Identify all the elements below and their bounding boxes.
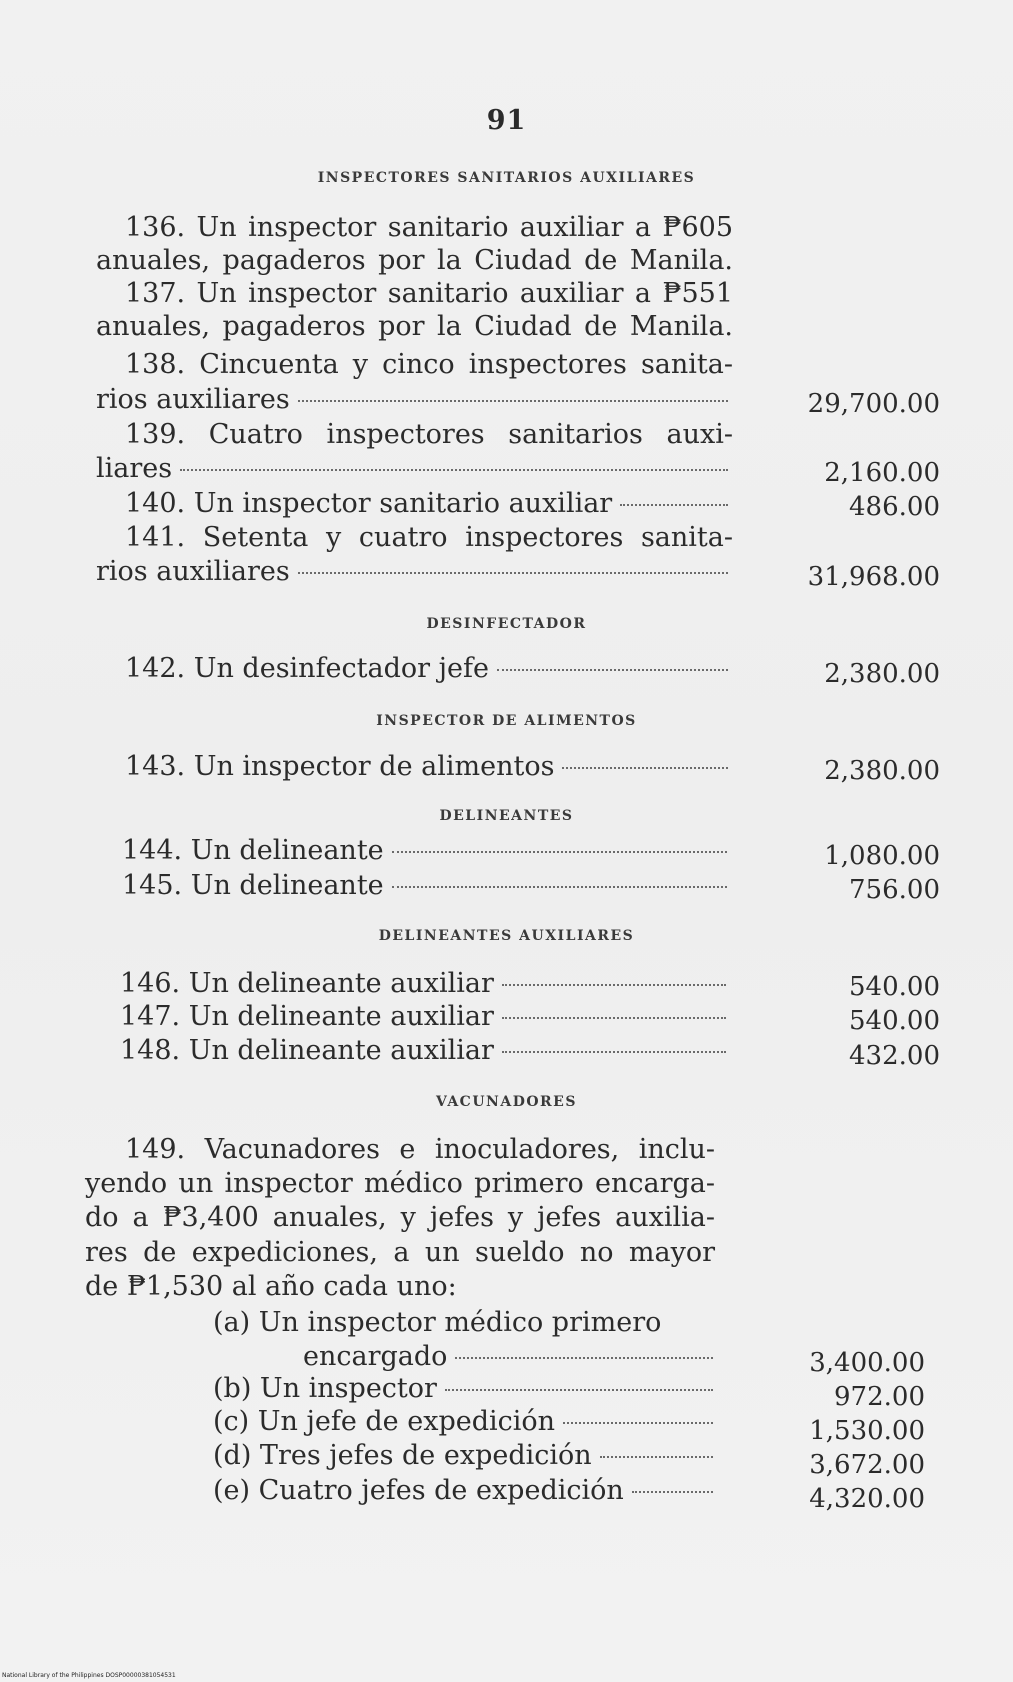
item-145-label: 145. Un delineante [122,870,384,901]
item-140-label: 140. Un inspector sanitario auxiliar [125,488,613,519]
leader-dots [298,572,728,574]
item-141-label: rios auxiliares [96,556,290,587]
amount-140: 486.00 [849,492,940,522]
subitem-d [213,1439,713,1473]
section-heading-delineantes-auxiliares: DELINEANTES AUXILIARES [378,928,635,944]
leader-dots [562,767,728,769]
item-148 [120,1034,726,1068]
amount-139: 2,160.00 [824,458,940,488]
item-144-label: 144. Un delineante [122,835,384,866]
item-139-line-1: 139. Cuatro inspectores sanitarios auxi- [125,419,733,450]
amount-b: 972.00 [834,1382,925,1412]
item-142 [125,652,728,686]
subitem-a-line-1: (a) Un inspector médico primero [213,1307,662,1338]
item-141-line-1: 141. Setenta y cuatro inspectores sanita- [125,522,733,553]
subitem-e-label: (e) Cuatro jefes de expedición [213,1475,624,1506]
section-heading-inspectores: INSPECTORES SANITARIOS AUXILIARES [317,170,696,186]
amount-a: 3,400.00 [809,1348,925,1378]
item-137-line-2: anuales, pagaderos por la Ciudad de Manila. [96,311,733,342]
item-149-line-3: do a ₱3,400 anuales, y jefes y jefes auxilia- [85,1202,715,1233]
item-140 [125,487,728,521]
item-145 [122,869,727,903]
item-138-line-1: 138. Cincuenta y cinco inspectores sanita- [125,349,733,380]
amount-e: 4,320.00 [809,1484,925,1514]
leader-dots [502,984,726,986]
item-138-line-2 [96,383,728,417]
item-136-line-1: 136. Un inspector sanitario auxiliar a ₱605 [125,212,733,243]
library-credit: National Library of the Philippines DOSP00000381054531 [2,1672,176,1679]
leader-dots [392,886,727,888]
leader-dots [445,1389,713,1391]
item-149-line-4: res de expediciones, a un sueldo no mayor [85,1237,715,1268]
leader-dots [497,669,728,671]
item-143-label: 143. Un inspector de alimentos [125,751,555,782]
subitem-c-label: (c) Un jefe de expedición [213,1406,556,1437]
item-136-line-2: anuales, pagaderos por la Ciudad de Manila. [96,245,733,276]
item-146-label: 146. Un delineante auxiliar [120,968,494,999]
leader-dots [180,469,728,471]
subitem-a-label: encargado [303,1341,448,1372]
subitem-b [213,1372,713,1406]
subitem-b-label: (b) Un inspector [213,1373,437,1404]
amount-141: 31,968.00 [807,562,940,592]
item-149-line-1: 149. Vacunadores e inoculadores, inclu- [125,1134,715,1165]
subitem-c [213,1405,713,1439]
amount-145: 756.00 [849,875,940,905]
item-147 [120,1000,726,1034]
item-141-line-2 [96,555,728,589]
amount-138: 29,700.00 [807,389,940,419]
leader-dots [455,1357,713,1359]
leader-dots [298,400,728,402]
amount-c: 1,530.00 [809,1416,925,1446]
amount-146: 540.00 [849,972,940,1002]
subitem-a-line-2 [303,1340,713,1374]
page-number: 91 [486,105,527,136]
section-heading-desinfectador: DESINFECTADOR [426,616,587,632]
subitem-d-label: (d) Tres jefes de expedición [213,1440,592,1471]
amount-144: 1,080.00 [824,841,940,871]
leader-dots [502,1017,726,1019]
item-144 [122,834,727,868]
item-146 [120,967,726,1001]
amount-148: 432.00 [849,1041,940,1071]
section-heading-delineantes: DELINEANTES [439,808,574,824]
leader-dots [620,504,728,506]
amount-142: 2,380.00 [824,659,940,689]
leader-dots [632,1491,713,1493]
item-149-line-5: de ₱1,530 al año cada uno: [85,1271,457,1302]
section-heading-vacunadores: VACUNADORES [436,1094,577,1110]
subitem-e [213,1474,713,1508]
item-137-line-1: 137. Un inspector sanitario auxiliar a ₱551 [125,278,733,309]
leader-dots [600,1456,713,1458]
leader-dots [502,1051,726,1053]
item-138-label: rios auxiliares [96,384,290,415]
leader-dots [563,1422,713,1424]
amount-d: 3,672.00 [809,1450,925,1480]
item-139-label: liares [96,453,173,484]
item-149-line-2: yendo un inspector médico primero encarga- [85,1168,715,1199]
item-143 [125,750,728,784]
amount-147: 540.00 [849,1006,940,1036]
amount-143: 2,380.00 [824,756,940,786]
leader-dots [392,851,727,853]
item-148-label: 148. Un delineante auxiliar [120,1035,494,1066]
item-142-label: 142. Un desinfectador jefe [125,653,489,684]
section-heading-inspector-alimentos: INSPECTOR DE ALIMENTOS [376,713,637,729]
item-139-line-2 [96,452,728,486]
item-147-label: 147. Un delineante auxiliar [120,1001,494,1032]
